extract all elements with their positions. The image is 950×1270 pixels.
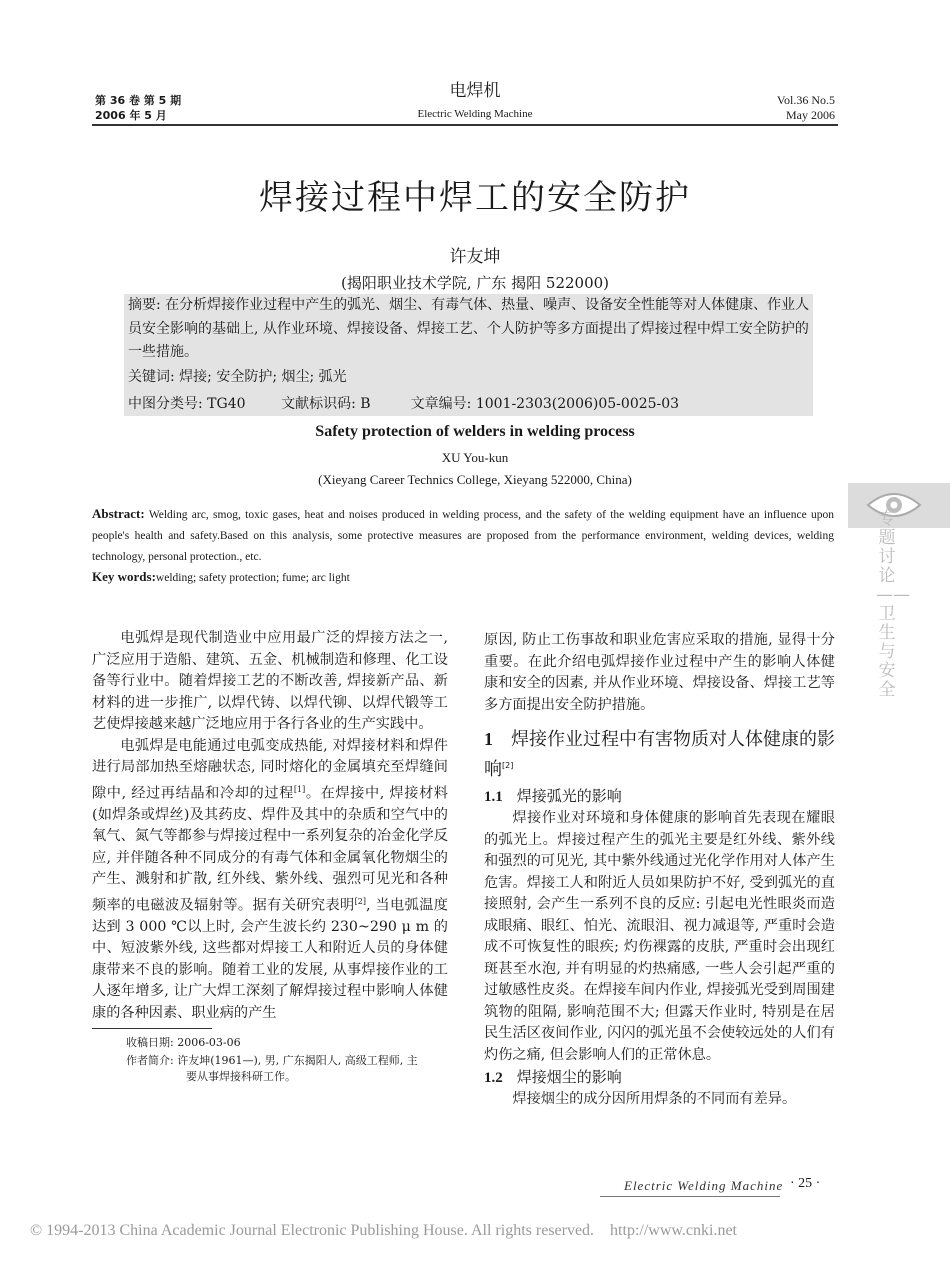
body-paragraph: 焊接作业对环境和身体健康的影响首先表现在耀眼的弧光上。焊接过程产生的弧光主要是红外线、紫外线和强烈的可见光, 其中紫外线通过光化学作用对人体产生危害。焊接工人和附近人员如果防护不好, 受到弧光的直接照射, 会产生一系列不良的反应: 引起电光性眼炎而造成眼痛、眼红、怕光、流眼泪、视力减退等, 严重时会造成不可恢复性的眼疾; 灼伤裸露的皮肤, 严重时会出现红斑甚至水泡, 并有明显的灼热痛感, 一些人会引起严重的过敏感性皮炎。在焊接车间内作业, 焊接弧光受到周围建筑物的阻隔, 影响范围不大; 但露天作业时, 特别是在居民生活区夜间作业, 闪闪的弧光虽不会使较远处的人们有灼伤之痛, 但会影响人们的正常休息。 [484,810,835,1063]
abstract-cn: 摘要: 在分析焊接作业过程中产生的弧光、烟尘、有毒气体、热量、噪声、设备安全性能等对人体健康、作业人员安全影响的基础上, 从作业环境、焊接设备、焊接工艺、个人防护等多方面提出了焊接过程中焊工安全防护的一些措施。 [128,297,810,360]
section-number: 1 [484,729,493,749]
section-heading-1 [484,726,835,783]
english-abstract [92,503,834,568]
section-title: 焊接烟尘的影响 [516,1068,622,1086]
citation-ref[interactable]: [2] [354,896,366,906]
volume-issue-en: Vol.36 No.5 [776,93,835,107]
english-affiliation: (Xieyang Career Technics College, Xieyang 522000, China) [318,472,632,487]
body-paragraph: 原因, 防止工伤事故和职业危害应采取的措施, 显得十分重要。在此介绍电弧焊接作业过程中产生的影响人体健康和安全的因素, 并从作业环境、焊接设备、焊接工艺等多方面提出安全防护措施。 [484,632,835,713]
document-code: 文献标识码: B [281,396,371,412]
citation-ref[interactable]: [1] [293,784,306,794]
footnote-bio: 作者简介: 许友坤(1961—), 男, 广东揭阳人, 高级工程师, 主 [126,1054,418,1067]
paragraph-text: 电弧焊是电能通过电弧变成热能, 对焊接材料和焊件进行局部加热至熔融状态, 同时熔化的金属填充至焊缝间隙中, 经过再结晶和冷却的过程 [92,737,448,802]
footnote-divider [92,1028,212,1029]
issue-info-en [777,93,835,123]
article-number: 文章编号: 1001-2303(2006)05-0025-03 [410,396,680,412]
journal-name-cn: 电焊机 [449,81,501,101]
classification-line [128,393,679,413]
body-column-right [484,630,835,1111]
abstract-text-en: Welding arc, smog, toxic gases, heat and noises produced in welding process, and the safety of the welding equipment have an influence upon people's health and safety.Based on this analysis, some protective measures are proposed from the performance environment, welding devices, welding technology, personal protection., etc. [92,509,835,563]
body-paragraph [92,736,448,1025]
keywords-cn: 关键词: 焊接; 安全防护; 烟尘; 弧光 [128,369,347,385]
citation-ref[interactable]: [2] [502,761,514,770]
date-cn: 2006 年 5 月 [95,109,167,122]
clc-number: 中图分类号: TG40 [128,396,246,412]
date-en: May 2006 [786,108,835,122]
keywords-label-en: Key words: [92,569,156,584]
footer-magazine-name: Electric Welding Machine [624,1178,784,1193]
english-author: XU You-kun [441,450,509,465]
paragraph-text: , 当电弧温度达到 3 000 ℃以上时, 会产生波长约 230~290 μ m 的中、短波紫外线, 这些都对焊接工人和附近人员的身体健康带来不良的影响。随着工业的发展, 从事焊接作业的工人逐年增多, 让广大焊工深刻了解焊接过程中影响人体健康的各种因素、职业病的产生 [92,897,448,1021]
footnote-received: 收稿日期: 2006-03-06 [126,1036,241,1049]
section-heading-1-1 [484,785,835,808]
header-divider [92,124,838,126]
volume-issue-cn: 第 36 卷 第 5 期 [95,94,182,107]
footer-divider [600,1196,780,1197]
section-heading-1-2 [484,1066,835,1089]
section-number: 1.2 [484,1070,503,1086]
page-number: · 25 · [790,1176,821,1191]
body-paragraph: 焊接烟尘的成分因所用焊条的不同而有差异。 [512,1091,797,1107]
section-tab [848,483,950,528]
abstract-label-en: Abstract: [92,506,145,521]
body-paragraph: 电弧焊是现代制造业中应用最广泛的焊接方法之一, 广泛应用于造船、建筑、五金、机械制造和修理、化工设备等行业中。随着焊接工艺的不断改善, 焊接新产品、新材料的进一步推广, 以焊代铸、以焊代铆、以焊代锻等工艺使焊接越来越广泛地应用于各行各业的生产实践中。 [92,630,448,732]
section-title: 焊接弧光的影响 [516,787,622,805]
journal-name-en: Electric Welding Machine [417,108,533,120]
copyright-notice: © 1994-2013 China Academic Journal Electronic Publishing House. All rights reserved. http://www.cnki.net [30,1222,737,1239]
keywords-text-en: welding; safety protection; fume; arc light [155,572,350,584]
english-title: Safety protection of welders in welding process [315,423,635,440]
footnote-bio-cont: 要从事焊接科研工作。 [186,1070,296,1083]
author-name: 许友坤 [449,247,501,267]
paragraph-text: 。在焊接中, 焊接材料(如焊条或焊丝)及其药皮、焊件及其中的杂质和空气中的氧气、氮气等都参与焊接过程中一系列复杂的冶金化学反应, 并伴随各种不同成分的有毒气体和金属氧化物烟尘的产生、溅射和扩散, 红外线、紫外线、强烈可见光和各种频率的电磁波及辐射等。据有关研究表明 [92,785,448,914]
body-column-left [92,628,448,1024]
section-title: 焊接作业过程中有害物质对人体健康的影响 [484,729,835,780]
section-number: 1.1 [484,789,503,805]
paper-title: 焊接过程中焊工的安全防护 [259,178,691,218]
author-affiliation: (揭阳职业技术学院, 广东 揭阳 522000) [340,274,610,292]
english-keywords [92,569,350,585]
side-section-label: 专题讨论——卫生与安全 [876,509,910,700]
